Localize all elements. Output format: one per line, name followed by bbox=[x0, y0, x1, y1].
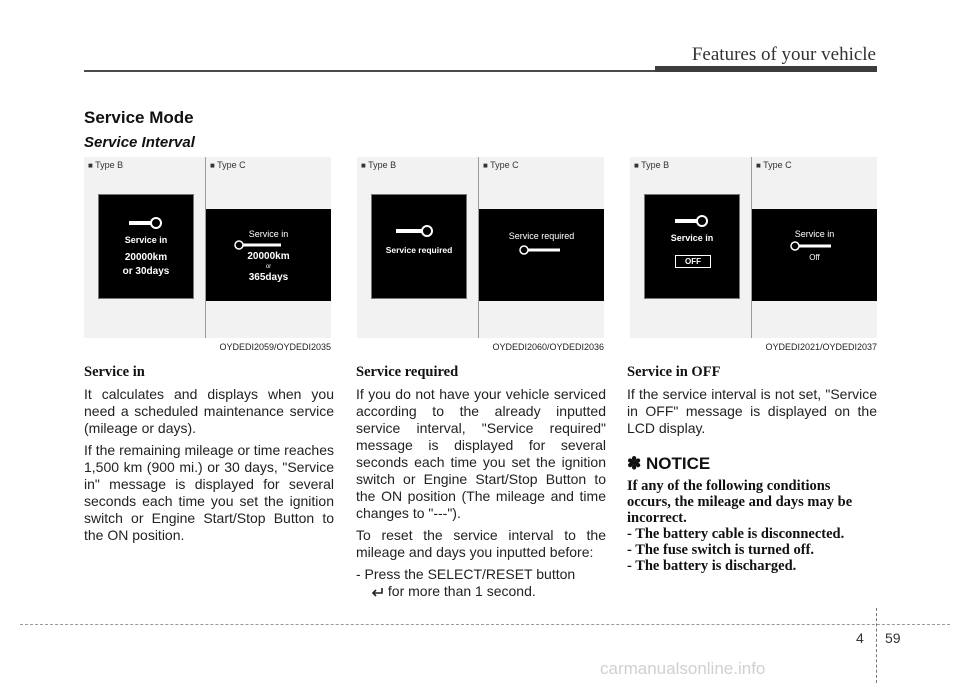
lcd-text: Service in bbox=[670, 233, 714, 243]
paragraph: If you do not have your vehicle serviced according to the already inputted service interval, "Service required" message is displayed for several seconds each time you set the ignition switch or Engine Start/Stop Button to the ON position (The mileage and time changes to "---"). bbox=[356, 386, 606, 521]
header-rule bbox=[84, 70, 744, 72]
lcd-days: or 30days bbox=[122, 266, 170, 277]
header-title: Features of your vehicle bbox=[691, 44, 876, 65]
figure-service-in bbox=[84, 157, 331, 357]
lcd-mileage: 20000km bbox=[247, 251, 290, 262]
notice-title: ✽ NOTICE bbox=[627, 454, 711, 473]
lcd-or: or bbox=[265, 264, 272, 270]
type-b-label: Type B bbox=[368, 160, 397, 170]
figure-service-required bbox=[357, 157, 604, 357]
notice-intro: If any of the following conditions occurs, the mileage and days may be incorrect. bbox=[627, 478, 853, 526]
paragraph: To reset the service interval to the mileage and days you inputted before: bbox=[356, 527, 606, 560]
type-b-label: Type B bbox=[641, 160, 670, 170]
wrench-icon bbox=[519, 245, 563, 255]
watermark: carmanualsonline.info bbox=[600, 659, 766, 678]
lcd-off-box: OFF bbox=[675, 255, 711, 268]
wrench-icon bbox=[129, 217, 163, 229]
lcd-screen-type-b bbox=[644, 194, 740, 299]
type-b-label: Type B bbox=[95, 160, 124, 170]
section-title: Service Mode bbox=[84, 108, 194, 127]
wrench-icon bbox=[790, 241, 834, 251]
column-service-required bbox=[356, 364, 606, 605]
lcd-text: Service required bbox=[385, 245, 453, 255]
subsection-title: Service Interval bbox=[84, 134, 195, 151]
type-c-label: Type C bbox=[217, 160, 246, 170]
notice-item: - The battery cable is disconnected. bbox=[627, 526, 845, 542]
instruction-text: for more than 1 second. bbox=[387, 583, 536, 599]
notice-icon: ✽ bbox=[627, 454, 646, 473]
paragraph: It calculates and displays when you need a scheduled maintenance service (mileage or days). bbox=[84, 386, 334, 436]
column-service-in bbox=[84, 364, 334, 549]
figure-image: ■ Type B ■ Type C Service in OFF Service in Off bbox=[630, 157, 877, 338]
figure-code: OYDEDI2059/OYDEDI2035 bbox=[219, 342, 331, 352]
lcd-text: Service in bbox=[124, 235, 168, 245]
notice-item: - The fuse switch is turned off. bbox=[627, 542, 815, 558]
lcd-screen-type-c bbox=[752, 209, 877, 301]
chapter-number: 4 bbox=[856, 630, 864, 646]
footer-divider bbox=[876, 608, 877, 683]
paragraph: If the service interval is not set, "Service in OFF" message is displayed on the LCD display. bbox=[627, 386, 877, 436]
column-service-in-off bbox=[627, 364, 877, 574]
lcd-text: Service in bbox=[794, 229, 835, 239]
figure-service-in-off bbox=[630, 157, 877, 357]
instruction-text: - Press the SELECT/RESET button bbox=[356, 566, 576, 582]
lcd-days: 365days bbox=[248, 272, 289, 283]
lcd-screen-type-b bbox=[371, 194, 467, 299]
paragraph: If the remaining mileage or time reaches 1,500 km (900 mi.) or 30 days, "Service in" message is displayed for several seconds each time you set the ignition switch or Engine Start/Stop Button to the ON position. bbox=[84, 442, 334, 543]
figure-image: ■ Type B ■ Type C Service in 20000km or 30days Service in 20000km or 365days bbox=[84, 157, 331, 338]
lcd-screen-type-b bbox=[98, 194, 194, 299]
wrench-icon bbox=[396, 225, 434, 237]
footer-rule bbox=[20, 624, 950, 625]
figure-code: OYDEDI2021/OYDEDI2037 bbox=[765, 342, 877, 352]
header-rule-accent bbox=[655, 66, 877, 72]
notice-item: - The battery is discharged. bbox=[627, 558, 797, 574]
figure-code: OYDEDI2060/OYDEDI2036 bbox=[492, 342, 604, 352]
lcd-screen-type-c bbox=[206, 209, 331, 301]
lcd-text: Service in bbox=[248, 229, 289, 239]
wrench-icon bbox=[234, 240, 284, 250]
lcd-off: Off bbox=[809, 253, 820, 262]
figure-image: ■ Type B ■ Type C Service required Service required bbox=[357, 157, 604, 338]
type-c-label: Type C bbox=[490, 160, 519, 170]
wrench-icon bbox=[675, 215, 709, 227]
page-number: 59 bbox=[885, 630, 901, 646]
lcd-text: Service required bbox=[508, 231, 575, 241]
notice-body bbox=[627, 478, 877, 574]
column-heading: Service in bbox=[84, 364, 145, 380]
type-c-label: Type C bbox=[763, 160, 792, 170]
instruction-item bbox=[356, 566, 606, 600]
enter-return-icon bbox=[372, 587, 384, 598]
column-heading: Service in OFF bbox=[627, 364, 721, 380]
lcd-mileage: 20000km bbox=[124, 252, 168, 263]
lcd-screen-type-c bbox=[479, 209, 604, 301]
column-heading: Service required bbox=[356, 364, 459, 380]
